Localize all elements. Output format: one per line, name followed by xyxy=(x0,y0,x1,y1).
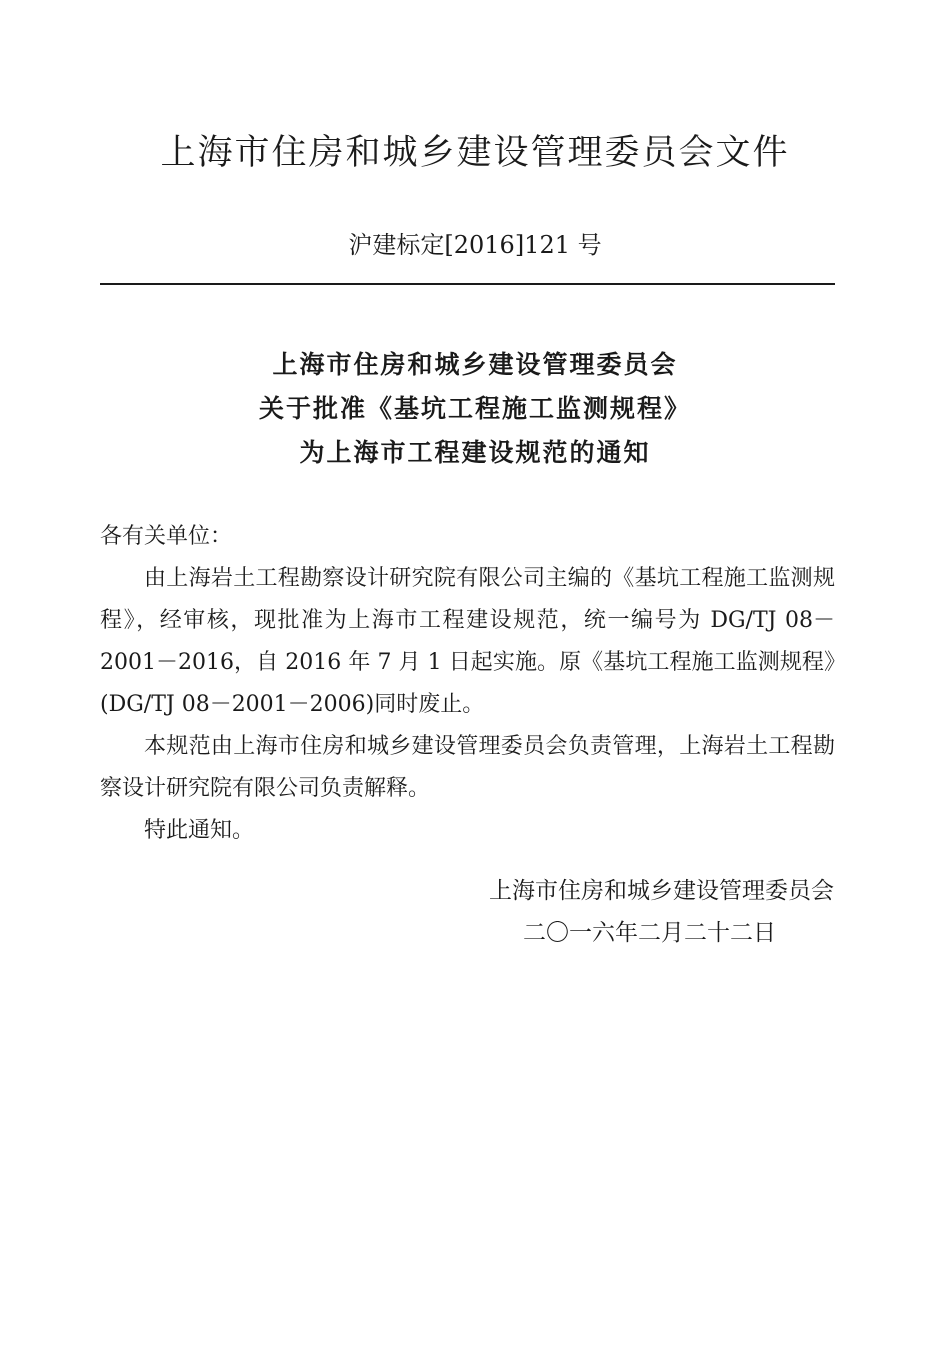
signature-organization: 上海市住房和城乡建设管理委员会 xyxy=(489,878,834,904)
salutation: 各有关单位： xyxy=(100,524,233,549)
body-paragraph-3: 特此通知。 xyxy=(144,818,255,843)
notice-title xyxy=(0,343,950,475)
signature-date: 二〇一六年二月二十二日 xyxy=(523,920,776,946)
document-number: 沪建标定[2016]121 号 xyxy=(348,231,602,259)
header-divider xyxy=(100,283,835,285)
notice-title-line-1: 上海市住房和城乡建设管理委员会 xyxy=(272,350,678,379)
signature-block xyxy=(414,870,834,954)
document-header-title: 上海市住房和城乡建设管理委员会文件 xyxy=(160,133,790,173)
notice-title-line-3: 为上海市工程建设规范的通知 xyxy=(299,438,651,467)
notice-title-line-2: 关于批准《基坑工程施工监测规程》 xyxy=(258,394,691,423)
body-paragraph-1: 由上海岩土工程勘察设计研究院有限公司主编的《基坑工程施工监测规程》，经审核，现批准为上海市工程建设规范，统一编号为 DG/TJ 08－2001－2016，自 2016 年 7 月 1 日起实施。原《基坑工程施工监测规程》(DG/TJ 08－2001－2006)同时废止。 xyxy=(100,566,835,717)
body-paragraph-2: 本规范由上海市住房和城乡建设管理委员会负责管理，上海岩土工程勘察设计研究院有限公司负责解释。 xyxy=(100,734,835,801)
notice-body xyxy=(100,516,835,852)
